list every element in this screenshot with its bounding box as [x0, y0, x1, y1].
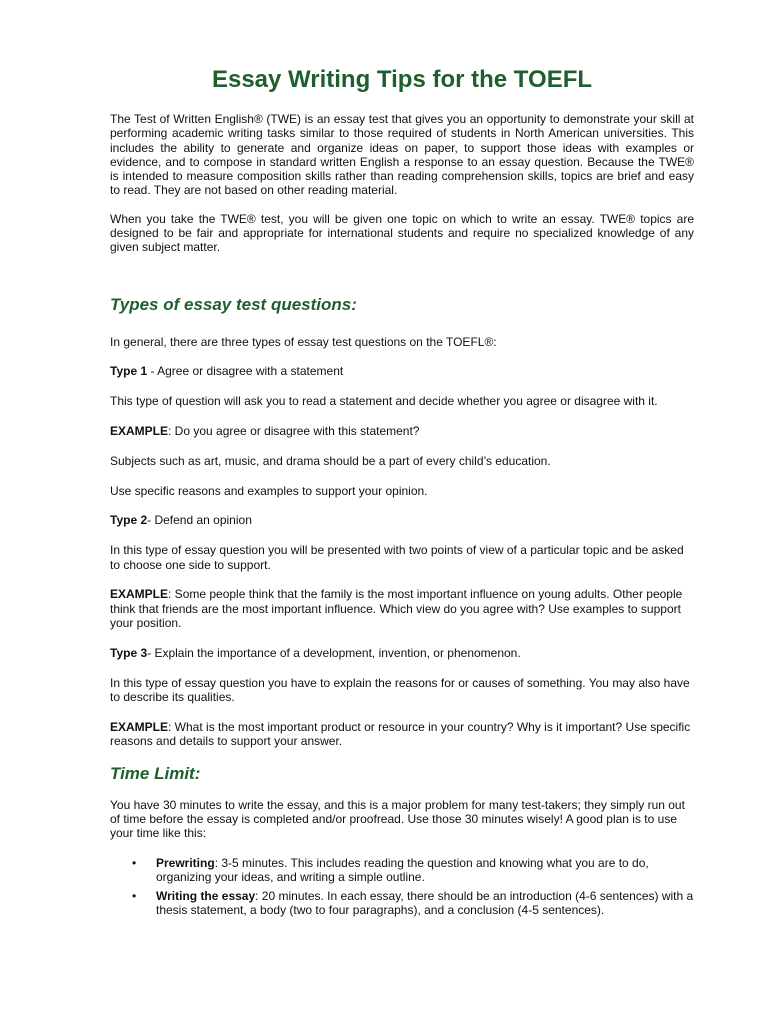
- time-limit-intro: You have 30 minutes to write the essay, and this is a major problem for many test-takers; they simply run out of time before the essay is completed and/or proofread. Use those 30 minutes wisely! A good plan is to use your time like this:: [110, 797, 685, 841]
- bullet-icon: •: [132, 888, 137, 903]
- list-item: [110, 889, 694, 918]
- type-1-text: - Agree or disagree with a statement: [147, 364, 344, 379]
- list-item-text: : 20 minutes. In each essay, there should be an introduction (4-6 sentences) with a thesis statement, a body (two to four paragraphs), and a conclusion (4-5 sentences).: [156, 888, 694, 917]
- type-2-example-text: : Some people think that the family is the most important influence on young adults. Other people think that friends are the most important influence. Which view do you agree with? Use examples to support your position.: [110, 587, 683, 630]
- document-page: [110, 64, 694, 921]
- intro-paragraph-2: When you take the TWE® test, you will be given one topic on which to write an essay. TWE® topics are designed to be fair and appropriate for international students and require no specialized knowledge of any given subject matter.: [110, 211, 694, 255]
- type-3-example-label: EXAMPLE: [110, 719, 169, 734]
- list-item-label: Writing the essay: [156, 888, 256, 903]
- type-1-description: This type of question will ask you to read a statement and decide whether you agree or disagree with it.: [110, 394, 658, 409]
- type-3-label: Type 3: [110, 645, 148, 660]
- type-3-example-text: : What is the most important product or resource in your country? Why is it important? Use specific reasons and details to support your answer.: [110, 719, 691, 748]
- type-2-example-label: EXAMPLE: [110, 587, 169, 602]
- page-title: Essay Writing Tips for the TOEFL: [211, 66, 593, 93]
- type-1-label: Type 1: [110, 364, 148, 379]
- section-heading-types: Types of essay test questions:: [110, 294, 357, 314]
- list-item-label: Prewriting: [156, 856, 215, 871]
- list-item-text: : 3-5 minutes. This includes reading the question and knowing what you are to do, organizing your ideas, and writing a simple outline.: [156, 856, 649, 885]
- intro-paragraph-1: The Test of Written English® (TWE) is an essay test that gives you an opportunity to demonstrate your skill at performing academic writing tasks similar to those required of students in North American universities. This includes the ability to generate and organize ideas on paper, to support those ideas with examples or evidence, and to compose in standard written English a response to an essay question. Because the TWE® is intended to measure composition skills rather than reading comprehension skills, topics are brief and easy to read. They are not based on other reading material.: [110, 112, 694, 198]
- bullet-icon: •: [132, 856, 137, 871]
- type-3-text: - Explain the importance of a development, invention, or phenomenon.: [147, 645, 521, 660]
- type-1-example-text: : Do you agree or disagree with this statement?: [168, 424, 420, 439]
- list-item: [110, 856, 694, 885]
- type-1-instruction: Use specific reasons and examples to support your opinion.: [110, 483, 428, 498]
- time-plan-list: [110, 856, 694, 917]
- type-1-heading: [110, 364, 694, 378]
- type-2-label: Type 2: [110, 513, 148, 528]
- type-1-example: [110, 424, 694, 438]
- type-3-description: In this type of essay question you have to explain the reasons for or causes of something. You may also have to describe its qualities.: [110, 675, 690, 704]
- types-intro: In general, there are three types of essay test questions on the TOEFL®:: [110, 334, 497, 349]
- type-3-example: [110, 720, 694, 749]
- type-2-text: - Defend an opinion: [147, 513, 252, 528]
- type-1-statement: Subjects such as art, music, and drama should be a part of every child’s education.: [110, 453, 551, 468]
- type-3-heading: [110, 646, 694, 660]
- section-heading-time-limit: Time Limit:: [110, 763, 201, 783]
- type-2-example: [110, 587, 694, 630]
- type-2-description: In this type of essay question you will be presented with two points of view of a particular topic and be asked to choose one side to support.: [110, 543, 684, 572]
- type-1-example-label: EXAMPLE: [110, 424, 169, 439]
- type-2-heading: [110, 513, 694, 527]
